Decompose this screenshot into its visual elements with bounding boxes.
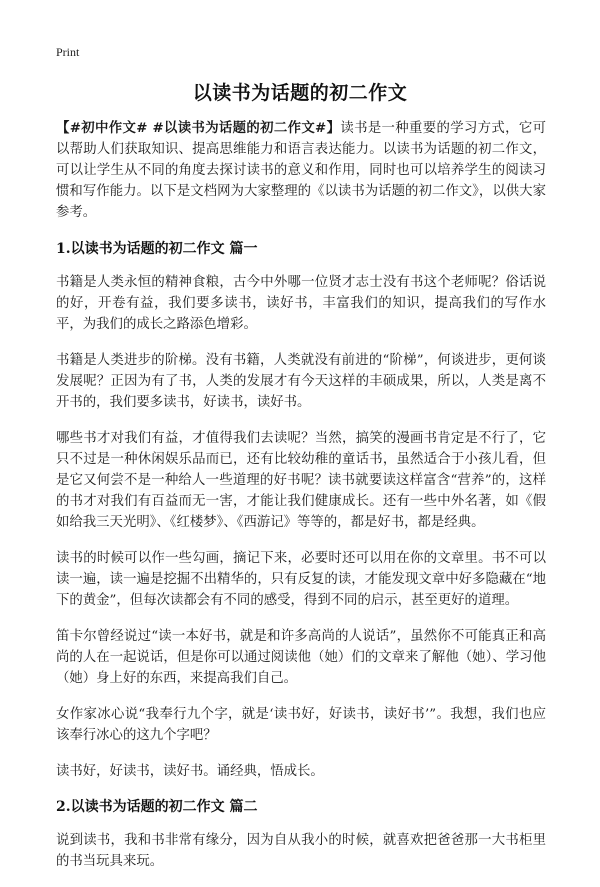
section-1-paragraph-6: 女作家冰心说“我奉行九个字，就是‘读书好，好读书，读好书’”。我想，我们也应该奉行冰心的这九个字吧？ xyxy=(56,707,546,743)
article-body xyxy=(56,118,546,887)
intro-paragraph xyxy=(56,118,546,223)
section-1-paragraph-1: 书籍是人类永恒的精神食粮，古今中外哪一位贤才志士没有书这个老师呢？俗话说的好，开卷有益，我们要多读书，读好书，丰富我们的知识，提高我们的写作水平，为我们的成长之路添色增彩。 xyxy=(56,275,546,332)
section-1-paragraph-2: 书籍是人类进步的阶梯。没有书籍，人类就没有前进的“阶梯”，何谈进步，更何谈发展呢？正因为有了书，人类的发展才有今天这样的丰硕成果，所以，人类是离不开书的，我们要多读书，好读书，读好书。 xyxy=(56,353,546,410)
section-heading-2: 2.以读书为话题的初二作文 篇二 xyxy=(56,799,258,815)
section-1-paragraph-5: 笛卡尔曾经说过“读一本好书，就是和许多高尚的人说话”，虽然你不可能真正和高尚的人在一起说话，但是你可以通过阅读他（她）们的文章来了解他（她）、学习他（她）身上好的东西，来提高我们自己。 xyxy=(56,629,546,686)
intro-tag: 【#初中作文# #以读书为话题的初二作文#】 xyxy=(56,120,341,136)
section-heading-1: 1.以读书为话题的初二作文 篇一 xyxy=(56,241,258,257)
print-label: Print xyxy=(56,45,80,59)
section-1-paragraph-4: 读书的时候可以作一些勾画，摘记下来，必要时还可以用在你的文章里。书不可以读一遍，读一遍是挖掘不出精华的，只有反复的读，才能发现文章中好多隐藏在“地下的黄金”，但每次读都会有不同的感受，得到不同的启示，甚至更好的道理。 xyxy=(56,551,546,608)
section-1-paragraph-7: 读书好，好读书，读好书。诵经典，悟成长。 xyxy=(56,764,324,779)
section-2-paragraph-1: 说到读书，我和书非常有缘分，因为自从我小的时候，就喜欢把爸爸那一大书柜里的书当玩具来玩。 xyxy=(56,833,546,869)
intro-text: 读书是一种重要的学习方式，它可以帮助人们获取知识、提高思维能力和语言表达能力。以读书为话题的初二作文，可以让学生从不同的角度去探讨读书的意义和作用，同时也可以培养学生的阅读习惯和写作能力。以下是文档网为大家整理的《以读书为话题的初二作文》，以供大家参考。 xyxy=(56,121,546,220)
section-1-paragraph-3: 哪些书才对我们有益，才值得我们去读呢？当然，搞笑的漫画书肯定是不行了，它只不过是一种休闲娱乐品而已，还有比较幼稚的童话书，虽然适合于小孩儿看，但是它又何尝不是一种给人一些道理的好书呢？读书就要读这样富含“营养”的，这样的书才对我们有百益而无一害，才能让我们健康成长。还有一些中外名著，如《假如给我三天光明》、《红楼梦》、《西游记》等等的，都是好书，都是经典。 xyxy=(56,431,546,530)
page-title: 以读书为话题的初二作文 xyxy=(192,82,408,104)
